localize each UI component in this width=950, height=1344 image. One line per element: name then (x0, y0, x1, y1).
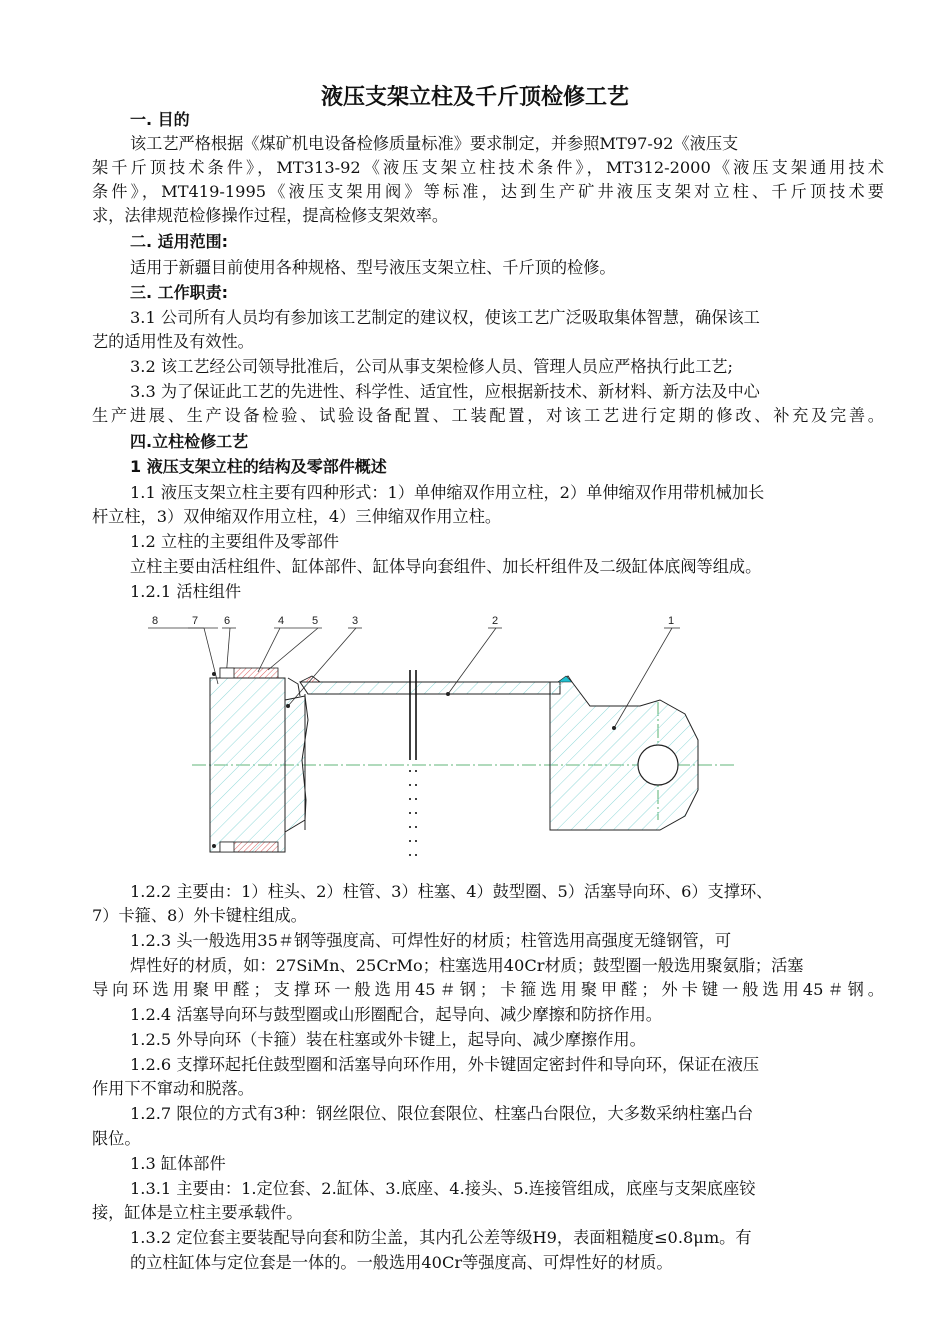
paragraph-line: 1.3.2 定位套主要装配导向套和防尘盖，其内孔公差等级H9，表面粗糙度≤0.8μm。有 (130, 1228, 752, 1247)
part-label: 5 (312, 615, 319, 627)
paragraph-line: 作用下不窜动和脱落。 (92, 1079, 254, 1098)
paragraph-line: 该工艺严格根据《煤矿机电设备检修质量标准》要求制定，并参照MT97-92《液压支 (130, 134, 739, 153)
part-label: 1 (668, 615, 675, 627)
paragraph-line: 生产进展、生产设备检验、试验设备配置、工装配置，对该工艺进行定期的修改、补充及完善。 (92, 406, 884, 425)
document-title: 液压支架立柱及千斤顶检修工艺 (320, 85, 629, 110)
paragraph-line: 1.3.1 主要由：1.定位套、2.缸体、3.底座、4.接头、5.连接管组成，底座与支架底座铰 (130, 1179, 756, 1198)
part-label: 6 (224, 615, 231, 627)
paragraph-line: 1.2.6 支撑环起托住鼓型圈和活塞导向环作用，外卡键固定密封件和导向环，保证在液压 (130, 1055, 760, 1074)
paragraph-line: 1.2.4 活塞导向环与鼓型圈或山形圈配合，起导向、减少摩擦和防挤作用。 (130, 1005, 662, 1024)
paragraph-line: 1.2.3 头一般选用35＃钢等强度高、可焊性好的材质；柱管选用高强度无缝钢管，可 (130, 931, 732, 950)
paragraph-line: 1.2.7 限位的方式有3种：钢丝限位、限位套限位、柱塞凸台限位，大多数采纳柱塞凸台 (130, 1104, 754, 1123)
paragraph-line: 艺的适用性及有效性。 (92, 332, 254, 351)
paragraph-line: 求，法律规范检修操作过程，提高检修支架效率。 (92, 206, 449, 225)
part-label: 3 (352, 615, 359, 627)
paragraph-line: 适用于新疆目前使用各种规格、型号液压支架立柱、千斤顶的检修。 (130, 258, 616, 277)
part-label: 8 (152, 615, 159, 627)
paragraph-line: 导向环选用聚甲醛；支撑环一般选用45＃钢；卡箍选用聚甲醛；外卡键一般选用45＃钢。 (92, 980, 884, 999)
paragraph-line: 1.3 缸体部件 (130, 1154, 226, 1173)
section-3-heading: 三. 工作职责: (130, 283, 229, 302)
subsection-heading: 1 液压支架立柱的结构及零部件概述 (130, 457, 387, 476)
column-head (286, 676, 698, 830)
paragraph-line: 1.2 立柱的主要组件及零部件 (130, 532, 339, 551)
paragraph-line: 1.1 液压支架立柱主要有四种形式：1）单伸缩双作用立柱，2）单伸缩双作用带机械加长 (130, 483, 765, 502)
paragraph-line: 条件》，MT419-1995《液压支架用阀》等标准，达到生产矿井液压支架对立柱、千斤顶技术要 (92, 182, 884, 201)
paragraph-line: 接，缸体是立柱主要承载件。 (92, 1203, 303, 1222)
paragraph-line: 3.2 该工艺经公司领导批准后，公司从事支架检修人员、管理人员应严格执行此工艺; (130, 357, 733, 376)
piston-body (210, 678, 308, 852)
paragraph-line: 3.1 公司所有人员均有参加该工艺制定的建议权，使该工艺广泛吸取集体智慧，确保该工 (130, 308, 760, 327)
part-label: 4 (278, 615, 285, 627)
paragraph-line: 架千斤顶技术条件》，MT313-92《液压支架立柱技术条件》，MT312-2000《液压支架通用技术 (92, 158, 884, 177)
section-4-heading: 四.立柱检修工艺 (130, 432, 249, 451)
part-labels (152, 615, 674, 627)
paragraph-line: 杆立柱，3）双伸缩双作用立柱，4）三伸缩双作用立柱。 (92, 507, 502, 526)
part-label: 2 (492, 615, 499, 627)
paragraph-line: 限位。 (92, 1129, 141, 1148)
section-1-heading: 一. 目的 (130, 110, 190, 129)
paragraph-line: 立柱主要由活柱组件、缸体部件、缸体导向套组件、加长杆组件及二级缸体底阀等组成。 (130, 557, 762, 576)
paragraph-line: 1.2.5 外导向环（卡箍）装在柱塞或外卡键上，起导向、减少摩擦作用。 (130, 1030, 646, 1049)
part-label: 7 (192, 615, 199, 627)
paragraph-line: 焊性好的材质，如：27SiMn、25CrMo；柱塞选用40Cr材质；鼓型圈一般选用聚氨脂；活塞 (130, 956, 804, 975)
paragraph-line: 1.2.1 活柱组件 (130, 582, 242, 601)
paragraph-line: 的立柱缸体与定位套是一体的。一般选用40Cr等强度高、可焊性好的材质。 (130, 1253, 673, 1272)
paragraph-line: 7）卡箍、8）外卡键柱组成。 (92, 906, 307, 925)
paragraph-line: 3.3 为了保证此工艺的先进性、科学性、适宜性，应根据新技术、新材料、新方法及中心 (130, 382, 760, 401)
section-2-heading: 二. 适用范围: (130, 232, 229, 251)
paragraph-line: 1.2.2 主要由：1）柱头、2）柱管、3）柱塞、4）鼓型圈、5）活塞导向环、6）支撑环、 (130, 882, 773, 901)
piston-column-drawing (140, 610, 740, 870)
